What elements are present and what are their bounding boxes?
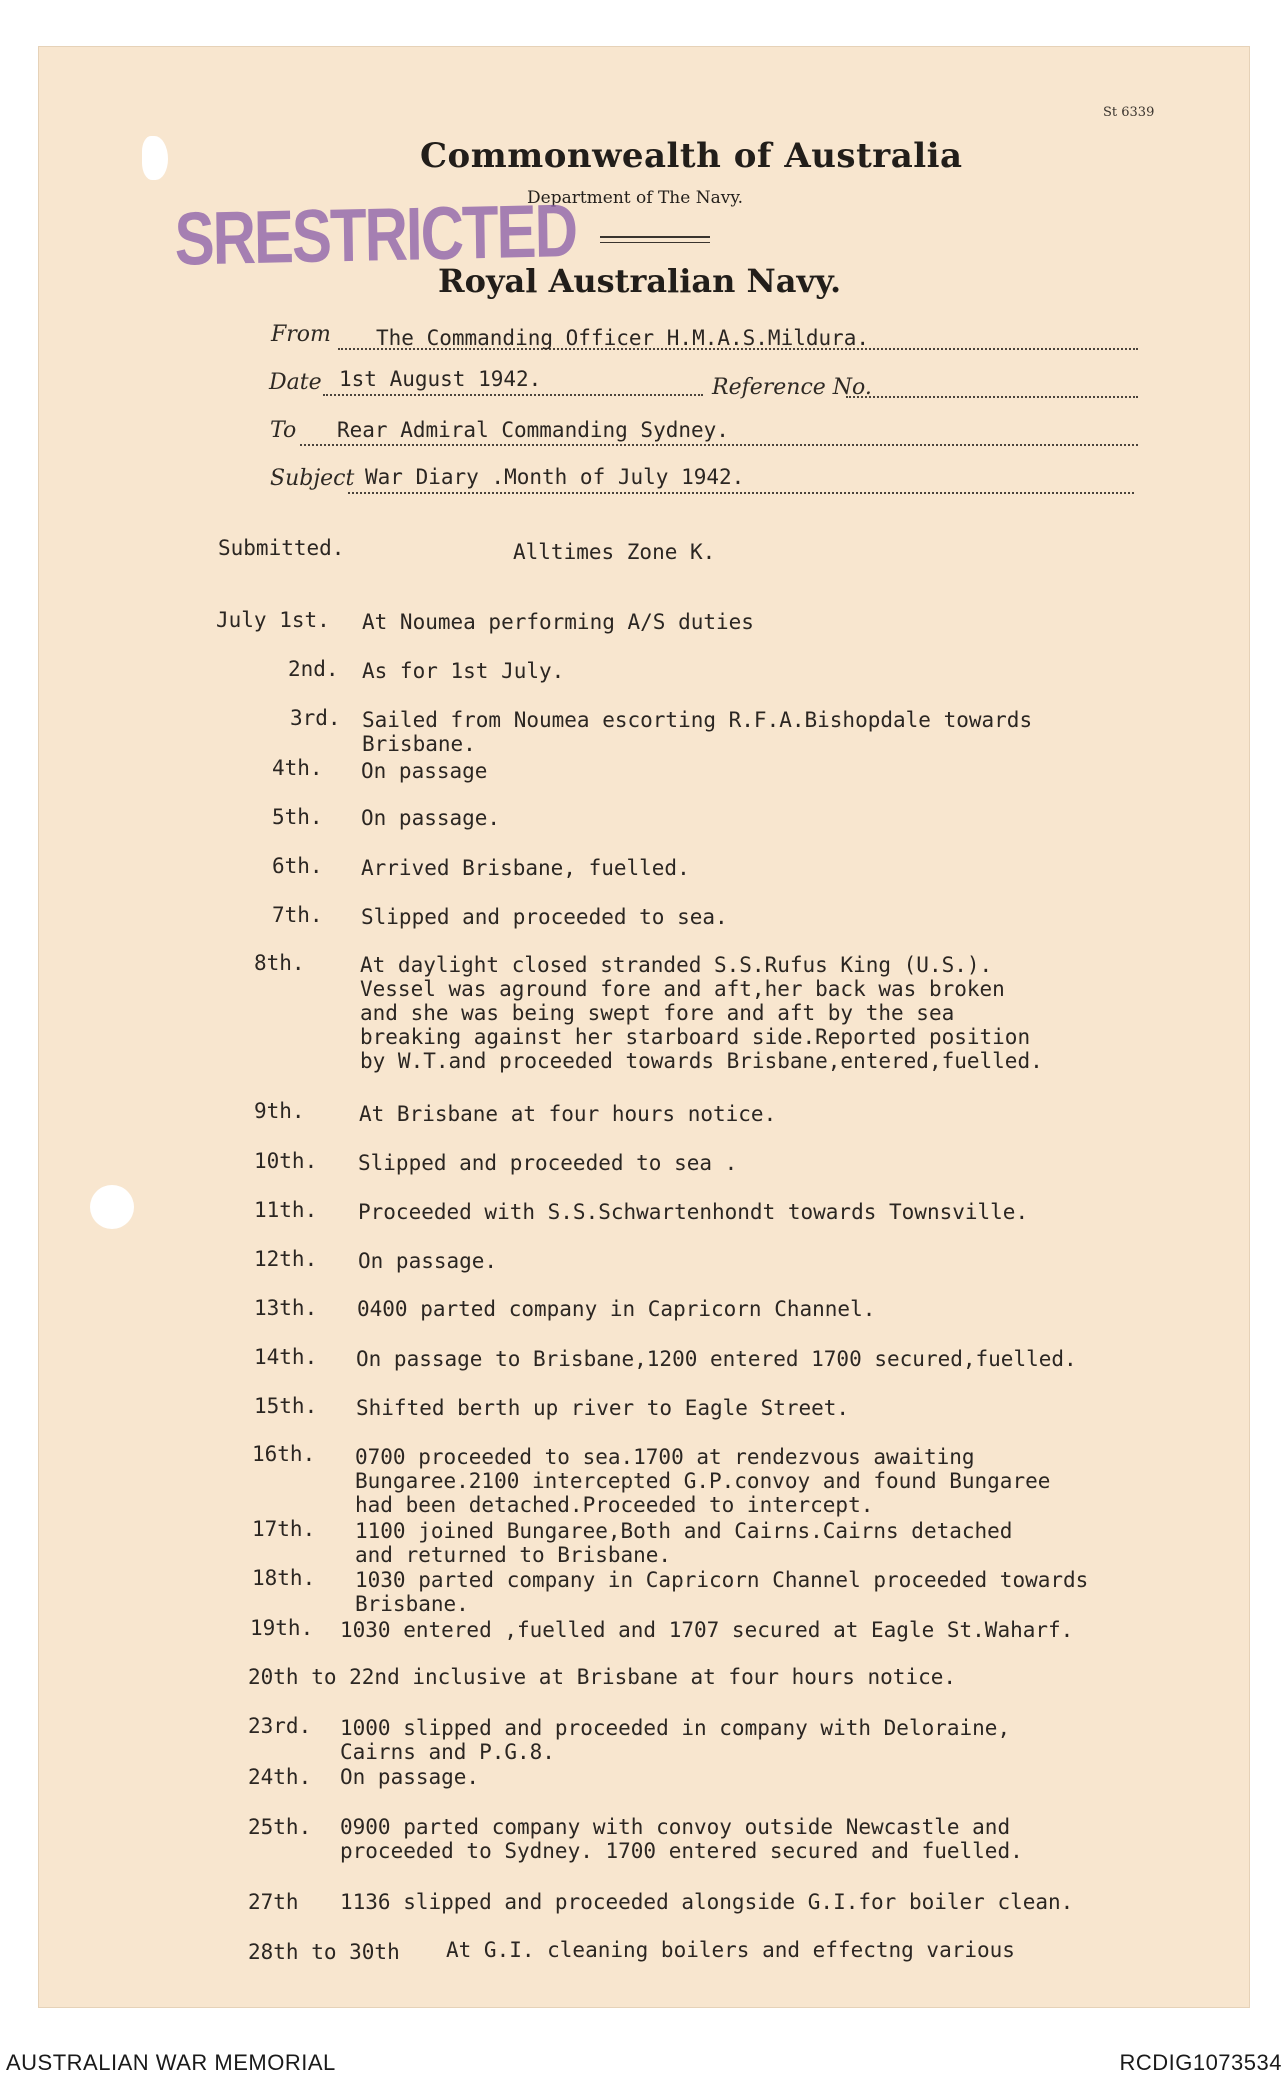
- entry-day: 7th.: [272, 903, 323, 927]
- entry-text-line: As for 1st July.: [362, 659, 565, 683]
- entry-day: 18th.: [252, 1566, 316, 1590]
- entry-day: 9th.: [254, 1099, 305, 1123]
- entry-text-line: Brisbane.: [355, 1592, 469, 1616]
- entry-text-line: 1000 slipped and proceeded in company with Deloraine,: [340, 1716, 1011, 1740]
- time-zone-text: Alltimes Zone K.: [513, 540, 716, 564]
- entry-text-line: proceeded to Sydney. 1700 entered secured and fuelled.: [340, 1839, 1023, 1863]
- entry-day: 5th.: [272, 805, 323, 829]
- entry-day: 2nd.: [288, 657, 339, 681]
- header-department: Department of The Navy.: [527, 188, 744, 208]
- entry-day: 15th.: [254, 1394, 318, 1418]
- entry-text-line: On passage.: [358, 1249, 498, 1273]
- entry-day: 17th.: [252, 1517, 316, 1541]
- entry-text-line: Arrived Brisbane, fuelled.: [361, 856, 690, 880]
- restricted-stamp: SRESTRICTED: [174, 188, 577, 281]
- entry-text-line: 0900 parted company with convoy outside Newcastle and: [340, 1815, 1011, 1839]
- entry-day: July 1st.: [216, 608, 330, 632]
- entry-text-line: 0400 parted company in Capricorn Channel.: [357, 1297, 876, 1321]
- header-rule-lower: [600, 242, 710, 243]
- entry-text-line: 0700 proceeded to sea.1700 at rendezvous awaiting: [355, 1445, 975, 1469]
- entry-text-line: 1030 entered ,fuelled and 1707 secured at Eagle St.Waharf.: [340, 1618, 1074, 1642]
- entry-day: 10th.: [254, 1149, 318, 1173]
- entry-day: 14th.: [254, 1345, 318, 1369]
- entry-text-line: Vessel was aground fore and aft,her back was broken: [360, 977, 1005, 1001]
- entry-day: 6th.: [272, 854, 323, 878]
- header-service: Royal Australian Navy.: [438, 262, 842, 300]
- entry-day: 11th.: [254, 1198, 318, 1222]
- entry-day: 24th.: [248, 1765, 312, 1789]
- entry-text-line: Proceeded with S.S.Schwartenhondt towards Townsville.: [358, 1200, 1029, 1224]
- to-label: To: [270, 418, 297, 443]
- date-value: 1st August 1942.: [339, 367, 542, 391]
- entry-text-line: Slipped and proceeded to sea .: [358, 1151, 738, 1175]
- entry-text-line: Slipped and proceeded to sea.: [361, 905, 728, 929]
- submitted-text: Submitted.: [218, 536, 345, 560]
- entry-day: 12th.: [254, 1247, 318, 1271]
- entry-text-line: On passage: [361, 759, 488, 783]
- header-rule: [600, 236, 710, 238]
- entry-text-line: On passage.: [361, 806, 501, 830]
- stock-number: St 6339: [1103, 105, 1155, 120]
- entry-text-line: had been detached.Proceeded to intercept.: [355, 1493, 874, 1517]
- entry-day: 8th.: [254, 951, 305, 975]
- entry-day: 25th.: [248, 1815, 312, 1839]
- entry-text-line: 20th to 22nd inclusive at Brisbane at four hours notice.: [248, 1665, 957, 1689]
- entry-text-line: At G.I. cleaning boilers and effectng various: [446, 1938, 1015, 1962]
- entry-text-line: On passage to Brisbane,1200 entered 1700 secured,fuelled.: [356, 1347, 1077, 1371]
- entry-text-line: and returned to Brisbane.: [355, 1543, 672, 1567]
- reference-line: [846, 396, 1138, 398]
- entry-day: 13th.: [254, 1296, 318, 1320]
- date-label: Date: [269, 370, 322, 395]
- footer-identifier: RCDIG1073534: [1119, 2050, 1282, 2075]
- entry-text-line: 1136 slipped and proceeded alongside G.I.for boiler clean.: [340, 1890, 1074, 1914]
- entry-text-line: breaking against her starboard side.Reported position: [360, 1025, 1031, 1049]
- entry-day: 27th: [248, 1890, 299, 1914]
- to-line: [300, 444, 1138, 446]
- from-value: The Commanding Officer H.M.A.S.Mildura.: [376, 326, 870, 350]
- entry-day: 19th.: [250, 1616, 314, 1640]
- entry-day: 23rd.: [248, 1714, 312, 1738]
- subject-value: War Diary .Month of July 1942.: [365, 465, 745, 489]
- entry-text-line: At Noumea performing A/S duties: [362, 610, 754, 634]
- subject-line: [348, 492, 1134, 494]
- entry-text-line: Brisbane.: [362, 732, 476, 756]
- punch-hole-top: [90, 1185, 134, 1229]
- entry-text-line: Bungaree.2100 intercepted G.P.convoy and found Bungaree: [355, 1469, 1051, 1493]
- entry-text-line: At daylight closed stranded S.S.Rufus King (U.S.).: [360, 953, 993, 977]
- from-label: From: [271, 322, 331, 347]
- entry-text-line: by W.T.and proceeded towards Brisbane,entered,fuelled.: [360, 1049, 1043, 1073]
- entry-text-line: and she was being swept fore and aft by the sea: [360, 1001, 955, 1025]
- entry-text-line: Sailed from Noumea escorting R.F.A.Bishopdale towards: [362, 708, 1033, 732]
- entry-day: 4th.: [272, 756, 323, 780]
- entry-text-line: 1030 parted company in Capricorn Channel proceeded towards: [355, 1568, 1089, 1592]
- entry-text-line: On passage.: [340, 1765, 480, 1789]
- date-line: [323, 394, 703, 396]
- to-value: Rear Admiral Commanding Sydney.: [337, 418, 729, 442]
- entry-text-line: Shifted berth up river to Eagle Street.: [356, 1396, 850, 1420]
- entry-text-line: 1100 joined Bungaree,Both and Cairns.Cairns detached: [355, 1519, 1013, 1543]
- entry-day: 28th to 30th: [248, 1940, 400, 1964]
- header-title: Commonwealth of Australia: [420, 136, 963, 176]
- entry-text-line: At Brisbane at four hours notice.: [359, 1102, 777, 1126]
- footer-source: AUSTRALIAN WAR MEMORIAL: [6, 2050, 336, 2075]
- paper-tear: [142, 136, 168, 180]
- entry-day: 3rd.: [290, 706, 341, 730]
- entry-text-line: Cairns and P.G.8.: [340, 1740, 555, 1764]
- reference-label: Reference No.: [712, 375, 872, 400]
- subject-label: Subject: [270, 466, 355, 491]
- entry-day: 16th.: [252, 1442, 316, 1466]
